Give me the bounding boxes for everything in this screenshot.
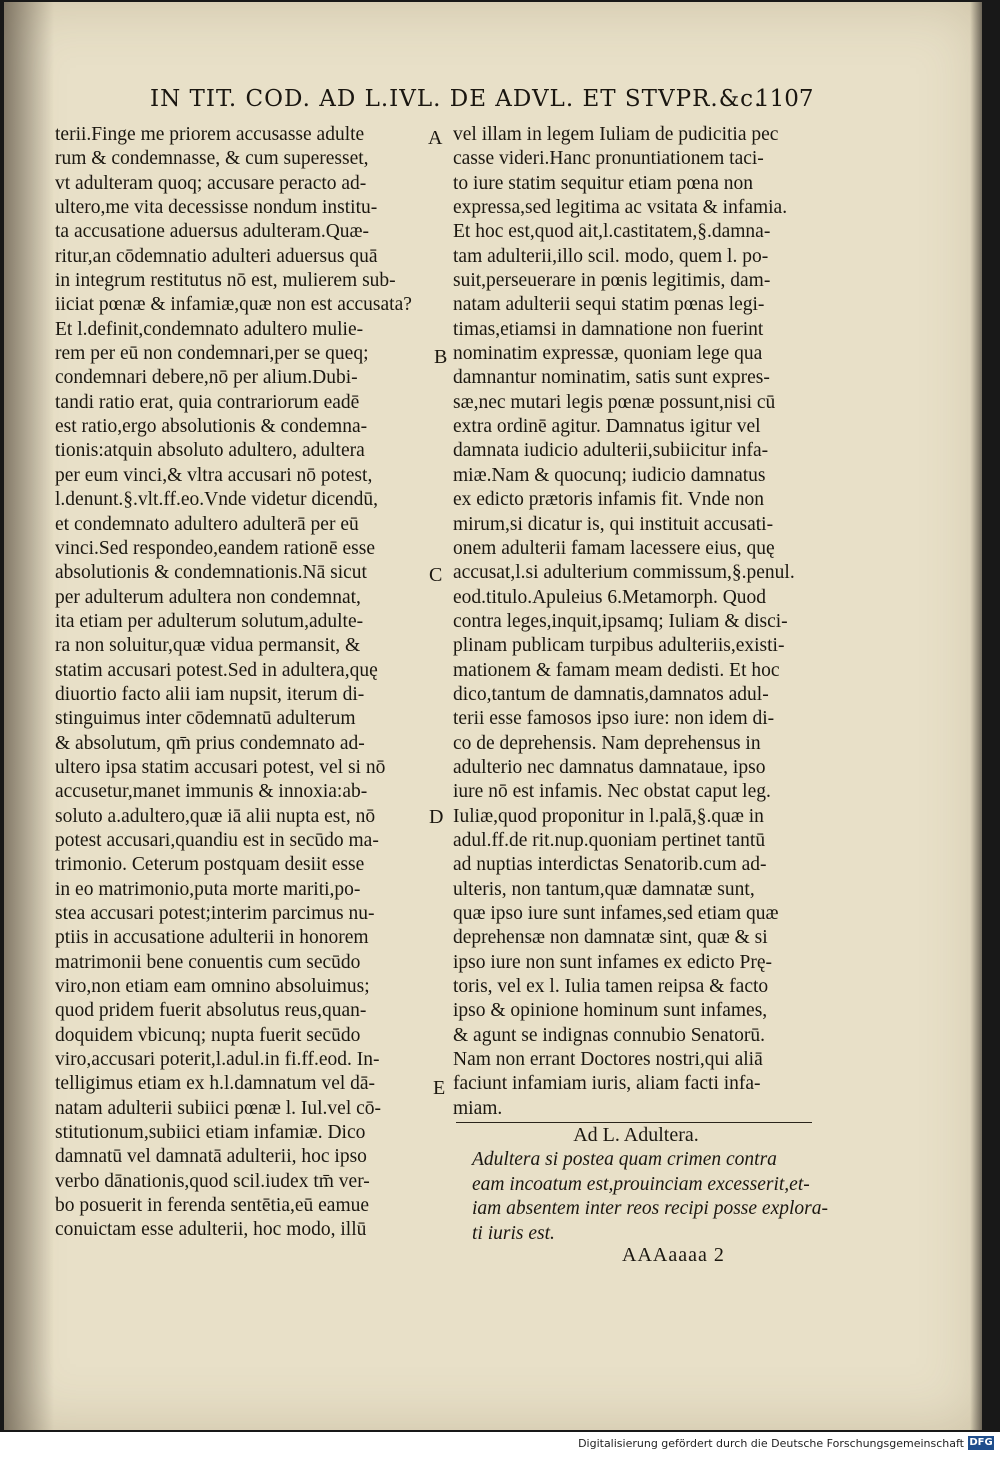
page-edge-shadow (970, 2, 982, 1430)
section-rule (456, 1122, 812, 1123)
text-line: diuortio facto alii iam nupsit, iterum di- (55, 683, 365, 705)
text-line: terii esse famosos ipso iure: non idem di- (453, 708, 775, 730)
text-line: statim accusari potest.Sed in adultera,quę (55, 659, 378, 681)
text-line: iiciat pœnæ & infamiæ,quæ non est accusata? (55, 294, 412, 316)
text-line: ipso iure non sunt infames ex edicto Prę- (453, 951, 772, 973)
text-line: trimonio. Ceterum postquam desiit esse (55, 854, 365, 876)
text-line: expressa,sed legitima ac vsitata & infamia. (453, 197, 788, 219)
text-line: timas,etiamsi in damnatione non fuerint (453, 318, 764, 340)
text-line: in integrum restitutus nō est, mulierem sub- (55, 270, 396, 292)
text-line: casse videri.Hanc pronuntiationem taci- (453, 148, 764, 170)
text-line: Nam non errant Doctores nostri,qui aliā (453, 1049, 763, 1071)
text-line: eod.titulo.Apuleius 6.Metamorph. Quod (453, 586, 767, 608)
section-summary (472, 1148, 828, 1246)
summary-line: eam incoatum est,prouinciam excesserit,et- (472, 1173, 810, 1195)
text-line: ultero,me vita decessisse nondum institu- (55, 197, 378, 219)
text-line: ipso & opinione hominum sunt infames, (453, 1000, 768, 1022)
text-line: ita etiam per adulterum solutum,adulte- (55, 610, 364, 632)
margin-letter-e: E (433, 1077, 446, 1099)
text-line: ulteris, non tantum,quæ damnatæ sunt, (453, 878, 755, 900)
text-line: est ratio,ergo absolutionis & condemna- (55, 416, 368, 438)
text-line: ad nuptias interdictas Senatorib.cum ad- (453, 854, 767, 876)
text-line: accusat,l.si adulterium commissum,§.penul. (453, 562, 795, 584)
section-heading: Ad L. Adultera. (573, 1124, 699, 1146)
text-line: tam adulterii,illo scil. modo, quem l. po- (453, 245, 769, 267)
text-line: Et l.definit,condemnato adultero mulie- (55, 318, 364, 340)
summary-line: Adultera si postea quam crimen contra (472, 1149, 777, 1170)
left-text-column (55, 123, 425, 1243)
text-line: ex edicto prætoris infamis fit. Vnde non (453, 489, 765, 511)
text-line: damnata iudicio adulterii,subiicitur infa- (453, 440, 769, 462)
text-line: natam adulterii subiici pœnæ l. Iul.vel cō- (55, 1097, 382, 1119)
text-line: rem per eū non condemnari,per se queq; (55, 343, 369, 365)
running-head: IN TIT. COD. AD L.IVL. DE ADVL. ET STVPR.&c. (150, 86, 763, 112)
margin-letter-b: B (434, 346, 448, 368)
summary-line: iam absentem inter reos recipi posse explora- (472, 1198, 828, 1220)
text-line: absolutionis & condemnationis.Nā sicut (55, 562, 367, 584)
text-line: co de deprehensis. Nam deprehensus in (453, 732, 761, 754)
text-line: miam. (453, 1097, 503, 1119)
text-line: verbo dānationis,quod scil.iudex tm̄ ver- (55, 1170, 370, 1192)
text-line: Iuliæ,quod proponitur in l.palā,§.quæ in (453, 805, 764, 827)
text-line: soluto a.adultero,quæ iā alii nupta est, nō (55, 805, 376, 827)
text-line: tionis:atquin absoluto adultero, adultera (55, 440, 365, 462)
text-line: ra non soluitur,quæ vidua permansit, & (55, 635, 361, 657)
text-line: extra ordinē agitur. Damnatus igitur vel (453, 416, 761, 438)
text-line: viro,accusari poterit,l.adul.in fi.ff.eod. In- (55, 1049, 380, 1071)
text-line: adul.ff.de rit.nup.quoniam pertinet tantū (453, 829, 766, 851)
text-line: quæ ipso iure sunt infames,sed etiam quæ (453, 903, 779, 924)
text-line: ritur,an cōdemnatio adulteri aduersus quā (55, 245, 378, 267)
text-line: conuictam esse adulterii, hoc modo, illū (55, 1219, 367, 1241)
text-line: contra leges,inquit,ipsamq; Iuliam & disci- (453, 610, 788, 632)
text-line: vel illam in legem Iuliam de pudicitia pec (453, 124, 779, 145)
text-line: miæ.Nam & quocunq; iudicio damnatus (453, 464, 766, 486)
text-line: quod pridem fuerit absolutus reus,quan- (55, 1000, 367, 1022)
text-line: tandi ratio erat, quia contrariorum eadē (55, 391, 360, 413)
text-line: natam adulterii sequi statim pœnas legi- (453, 294, 765, 316)
text-line: to iure statim sequitur etiam pœna non (453, 172, 754, 194)
text-line: per adulterum adultera non condemnat, (55, 586, 361, 608)
text-line: sæ,nec mutari legis pœnæ possunt,nisi cū (453, 391, 776, 413)
margin-letter-c: C (429, 564, 443, 586)
text-line: damnatū vel damnatā adulterii, hoc ipso (55, 1146, 367, 1168)
text-line: doquidem vbicunq; nupta fuerit secūdo (55, 1024, 361, 1046)
text-line: per eum vinci,& vltra accusari nō potest, (55, 464, 373, 486)
text-line: ultero ipsa statim accusari potest, vel si nō (55, 756, 386, 778)
text-line: bo posuerit in ferenda sentētia,eū eamue (55, 1195, 370, 1217)
catchword-signature: AAAaaaa 2 (622, 1244, 725, 1266)
text-line: matrimonii bene conuentis cum secūdo (55, 951, 361, 973)
spine-shadow (4, 2, 54, 1430)
summary-line: ti iuris est. (472, 1222, 555, 1244)
text-line: in eo matrimonio,puta morte mariti,po- (55, 878, 361, 900)
text-line: onem adulterii famam lacessere eius, quę (453, 537, 775, 559)
text-line: l.denunt.§.vlt.ff.eo.Vnde videtur dicendū, (55, 489, 378, 511)
text-line: potest accusari,quandiu est in secūdo ma- (55, 829, 379, 851)
text-line: accusetur,manet immunis & innoxia:ab- (55, 781, 368, 803)
text-line: ta accusatione aduersus adulteram.Quæ- (55, 221, 370, 243)
text-line: nominatim expressæ, quoniam lege qua (453, 343, 763, 365)
dfg-logo-icon: DFG (969, 1437, 993, 1448)
text-line: mationem & famam meam dedisti. Et hoc (453, 659, 780, 681)
text-line: dico,tantum de damnatis,damnatos adul- (453, 683, 769, 705)
text-line: adulterio nec damnatus damnataue, ipso (453, 756, 766, 778)
right-text-column (453, 123, 813, 1121)
text-line: condemnari debere,nō per alium.Dubi- (55, 367, 358, 389)
text-line: deprehensæ non damnatæ sint, quæ & si (453, 927, 768, 949)
text-line: rum & condemnasse, & cum superesset, (55, 148, 369, 170)
text-line: stinguimus inter cōdemnatū adulterum (55, 708, 356, 730)
text-line: & absolutum, qm̄ prius condemnato ad- (55, 732, 365, 754)
margin-letter-d: D (429, 806, 444, 828)
text-line: stea accusari potest;interim parcimus nu- (55, 903, 375, 924)
text-line: vt adulteram quoq; accusare peracto ad- (55, 172, 367, 194)
text-line: et condemnato adultero adulterā per eū (55, 513, 359, 535)
text-line: & agunt se indignas connubio Senatorū. (453, 1024, 765, 1046)
text-line: plinam publicam turpibus adulteriis,existi- (453, 635, 785, 657)
text-line: terii.Finge me priorem accusasse adulte (55, 124, 365, 145)
text-line: Et hoc est,quod ait,l.castitatem,§.damna- (453, 221, 771, 243)
text-line: ptiis in accusatione adulterii in honorem (55, 927, 369, 949)
text-line: stitutionum,subiici etiam infamiæ. Dico (55, 1122, 366, 1144)
page-number: 1107 (755, 86, 814, 112)
margin-letter-a: A (428, 127, 443, 149)
text-line: vinci.Sed respondeo,eandem rationē esse (55, 537, 376, 559)
text-line: damnantur nominatim, satis sunt expres- (453, 367, 770, 389)
text-line: viro,non etiam eam omnino absoluimus; (55, 976, 370, 998)
text-line: faciunt infamiam iuris, aliam facti infa- (453, 1073, 761, 1095)
footer-credit: Digitalisierung gefördert durch die Deutsche Forschungsgemeinschaft (578, 1437, 964, 1450)
text-line: toris, vel ex l. Iulia tamen reipsa & facto (453, 976, 769, 998)
text-line: telligimus etiam ex h.l.damnatum vel dā- (55, 1073, 376, 1095)
text-line: suit,perseuerare in pœnis legitimis, dam- (453, 270, 771, 292)
text-line: iure nō est infamis. Nec obstat caput leg. (453, 781, 771, 803)
text-line: mirum,si dicatur is, qui instituit accusati- (453, 513, 774, 535)
